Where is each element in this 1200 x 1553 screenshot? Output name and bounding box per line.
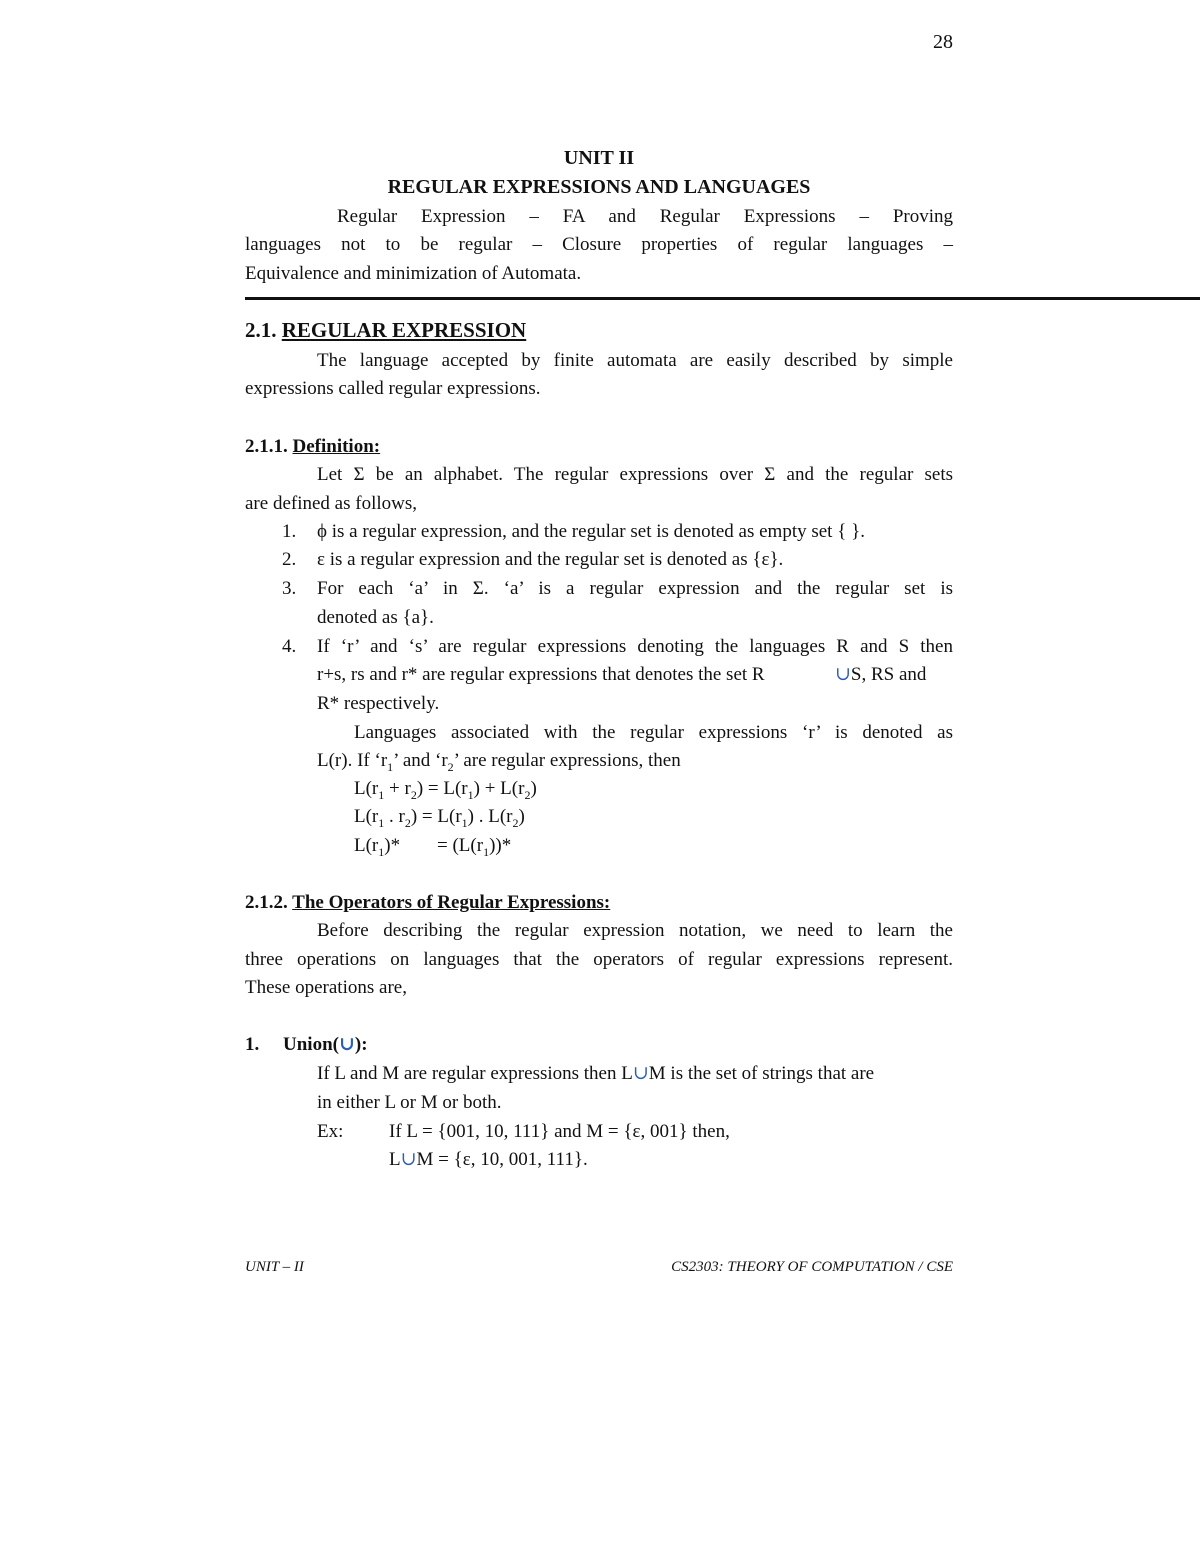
- section-2-1-line-2: expressions called regular expressions.: [245, 378, 541, 399]
- list-item-number: 1.: [282, 521, 297, 542]
- operators-line-2: three operations on languages that the operators of regular expressions represent.: [245, 949, 953, 970]
- section-2-1-1-number: 2.1.1.: [245, 436, 288, 457]
- subscript: 2: [410, 787, 417, 802]
- union-symbol-text: ∪: [835, 664, 851, 685]
- list-item-text: ϕ is a regular expression, and the regular set is denoted as empty set { }.: [317, 521, 865, 542]
- text-part: L(r: [354, 835, 379, 856]
- languages-line-2: [317, 747, 681, 775]
- text-part: L(r). If ‘r: [317, 750, 388, 771]
- subscript: 1: [378, 787, 385, 802]
- subscript: 2: [447, 759, 454, 774]
- text-part: L(r: [354, 778, 379, 799]
- formula-star-lhs: [354, 832, 400, 860]
- list-item-number: 2.: [282, 549, 297, 570]
- union-line-1: [317, 1060, 953, 1088]
- example-line-2: [389, 1146, 588, 1174]
- text-part: L(r: [354, 806, 379, 827]
- footer-left: UNIT – II: [245, 1259, 304, 1275]
- syllabus-line-2: languages not to be regular – Closure properties of regular languages –: [245, 234, 953, 255]
- unit-heading: UNIT II: [563, 147, 635, 169]
- text-part: = (L(r: [437, 835, 484, 856]
- subscript: 2: [512, 815, 519, 830]
- text-part: If L and M are regular expressions then L: [317, 1063, 633, 1084]
- union-heading: [283, 1031, 368, 1059]
- operators-line-1: Before describing the regular expression notation, we need to learn the: [317, 920, 953, 941]
- list-item-number: 3.: [282, 578, 297, 599]
- definition-intro-line-1: Let Σ be an alphabet. The regular expressions over Σ and the regular sets: [317, 464, 953, 485]
- footer-right: CS2303: THEORY OF COMPUTATION / CSE: [671, 1259, 953, 1275]
- subscript: 1: [387, 759, 394, 774]
- list-item-text: For each ‘a’ in Σ. ‘a’ is a regular expression and the regular set is: [317, 578, 953, 599]
- union-line-2: in either L or M or both.: [317, 1092, 502, 1113]
- subscript: 1: [461, 815, 468, 830]
- section-2-1-heading: [245, 316, 526, 344]
- formula-union: [354, 775, 537, 803]
- section-2-1-number: 2.1.: [245, 318, 277, 342]
- formula-star-rhs: [437, 832, 511, 860]
- text-part: ))*: [489, 835, 512, 856]
- subscript: 2: [524, 787, 531, 802]
- text-part: . r: [384, 806, 405, 827]
- text-part: ’ are regular expressions, then: [453, 750, 681, 771]
- text-part: Union(: [283, 1034, 339, 1055]
- definition-intro-line-2: are defined as follows,: [245, 493, 417, 514]
- text-part: L: [389, 1149, 401, 1170]
- list-item-number: 4.: [282, 636, 297, 657]
- subscript: 1: [378, 815, 385, 830]
- text-part: M is the set of strings that are: [648, 1063, 875, 1084]
- list-item-text: If ‘r’ and ‘s’ are regular expressions denoting the languages R and S then: [317, 636, 953, 657]
- list-item-text-part: r+s, rs and r* are regular expressions that denotes the set R: [317, 664, 765, 685]
- text-part: ): [530, 778, 537, 799]
- header-divider: [245, 297, 1200, 300]
- union-heading-number: 1.: [245, 1034, 260, 1055]
- operators-line-3: These operations are,: [245, 977, 407, 998]
- page-number: 28: [933, 31, 953, 53]
- languages-line-1: Languages associated with the regular expressions ‘r’ is denoted as: [354, 722, 953, 743]
- section-2-1-2-heading: [245, 889, 610, 917]
- section-2-1-title: REGULAR EXPRESSION: [281, 318, 527, 342]
- subscript: 1: [483, 844, 490, 859]
- text-part: ):: [354, 1034, 368, 1055]
- union-symbol: ∪: [632, 1063, 649, 1084]
- text-part: ) = L(r: [416, 778, 468, 799]
- syllabus-line-3: Equivalence and minimization of Automata.: [245, 263, 582, 284]
- text-part: ) + L(r: [473, 778, 525, 799]
- union-symbol: ∪: [338, 1034, 355, 1055]
- subscript: 1: [467, 787, 474, 802]
- formula-concat: [354, 803, 525, 831]
- list-item-text: R* respectively.: [317, 693, 440, 714]
- syllabus-line-1: Regular Expression – FA and Regular Expressions – Proving: [337, 206, 953, 227]
- text-part: M = {ε, 10, 001, 111}.: [416, 1149, 588, 1170]
- text-part: ) = L(r: [410, 806, 462, 827]
- list-item-text: ε is a regular expression and the regular set is denoted as {ε}.: [317, 549, 784, 570]
- section-2-1-2-number: 2.1.2.: [245, 892, 288, 913]
- section-2-1-1-heading: [245, 433, 380, 461]
- subscript: 2: [404, 815, 411, 830]
- text-part: ) . L(r: [467, 806, 513, 827]
- example-label: Ex:: [317, 1121, 344, 1142]
- section-2-1-1-title: Definition:: [292, 436, 381, 457]
- text-part: ): [518, 806, 525, 827]
- union-symbol: ∪: [400, 1149, 417, 1170]
- text-part: )*: [384, 835, 401, 856]
- text-part: + r: [384, 778, 411, 799]
- list-item-text-part: S, RS and: [850, 664, 927, 685]
- unit-title: REGULAR EXPRESSIONS AND LANGUAGES: [387, 176, 811, 198]
- section-2-1-2-title: The Operators of Regular Expressions:: [292, 892, 611, 913]
- example-line-1: If L = {001, 10, 111} and M = {ε, 001} then,: [389, 1121, 730, 1142]
- list-item-text: denoted as {a}.: [317, 607, 434, 628]
- section-2-1-line-1: The language accepted by finite automata are easily described by simple: [317, 350, 953, 371]
- text-part: ’ and ‘r: [393, 750, 448, 771]
- subscript: 1: [378, 844, 385, 859]
- union-symbol: [835, 661, 926, 689]
